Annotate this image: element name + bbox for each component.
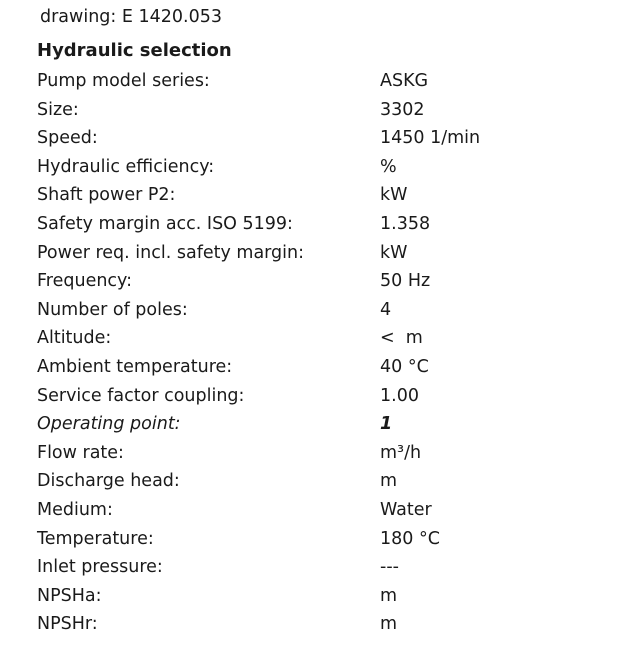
spec-label: Service factor coupling: (37, 385, 245, 406)
spec-row-frequency (37, 267, 617, 296)
spec-row-altitude (37, 324, 617, 353)
spec-value: 1450 1/min (380, 128, 481, 149)
spec-row-safety-margin (37, 210, 617, 239)
spec-label: Flow rate: (37, 442, 124, 463)
spec-value: kW (380, 185, 408, 206)
spec-row-ambient-temperature (37, 353, 617, 382)
spec-label: Size: (37, 99, 79, 120)
spec-row-speed (37, 124, 617, 153)
spec-row-number-of-poles (37, 296, 617, 325)
spec-row-inlet-pressure (37, 553, 617, 582)
spec-value: 40 °C (380, 356, 429, 377)
spec-value: < m (380, 328, 423, 349)
spec-value: kW (380, 242, 408, 263)
spec-row-operating-point (37, 410, 617, 439)
spec-label: Medium: (37, 499, 113, 520)
spec-label: Pump model series: (37, 71, 210, 91)
section-title: Hydraulic selection (37, 40, 232, 61)
spec-value: 180 °C (380, 528, 440, 549)
spec-value: % (380, 156, 397, 177)
spec-list (37, 67, 617, 639)
spec-label: Hydraulic efficiency: (37, 156, 215, 177)
spec-row-service-factor-coupling (37, 382, 617, 411)
spec-row-temperature (37, 525, 617, 554)
spec-row-power-required (37, 239, 617, 268)
spec-value: 50 Hz (380, 271, 431, 292)
spec-value: 1 (380, 414, 393, 435)
spec-label: Shaft power P2: (37, 185, 176, 206)
spec-row-npsha (37, 582, 617, 611)
spec-label: Inlet pressure: (37, 557, 163, 578)
spec-value: m (380, 614, 398, 635)
spec-label: Temperature: (37, 528, 154, 549)
drawing-number: drawing: E 1420.053 (40, 7, 222, 27)
spec-value: m (380, 585, 398, 606)
spec-value: m (380, 471, 398, 492)
spec-value: 1.00 (380, 385, 419, 406)
spec-label: Operating point: (37, 414, 181, 435)
spec-row-hydraulic-efficiency (37, 153, 617, 182)
spec-row-flow-rate (37, 439, 617, 468)
spec-label: Ambient temperature: (37, 356, 233, 377)
spec-label: Number of poles: (37, 299, 188, 320)
spec-label: Altitude: (37, 328, 112, 349)
spec-row-shaft-power (37, 181, 617, 210)
spec-value: 1.358 (380, 213, 431, 234)
spec-row-pump-model-series (37, 67, 617, 96)
spec-label: NPSHr: (37, 614, 98, 635)
spec-row-discharge-head (37, 467, 617, 496)
spec-value: 3302 (380, 99, 425, 120)
spec-label: Discharge head: (37, 471, 180, 492)
spec-label: Frequency: (37, 271, 133, 292)
spec-row-medium (37, 496, 617, 525)
spec-value: ASKG (380, 71, 429, 91)
spec-label: Safety margin acc. ISO 5199: (37, 213, 293, 234)
spec-value: --- (380, 557, 399, 578)
spec-value: m³/h (380, 442, 422, 463)
spec-label: NPSHa: (37, 585, 102, 606)
spec-value: Water (380, 499, 432, 520)
spec-row-size (37, 96, 617, 125)
spec-value: 4 (380, 299, 392, 320)
spec-label: Speed: (37, 128, 98, 149)
spec-row-npshr (37, 610, 617, 639)
spec-label: Power req. incl. safety margin: (37, 242, 305, 263)
